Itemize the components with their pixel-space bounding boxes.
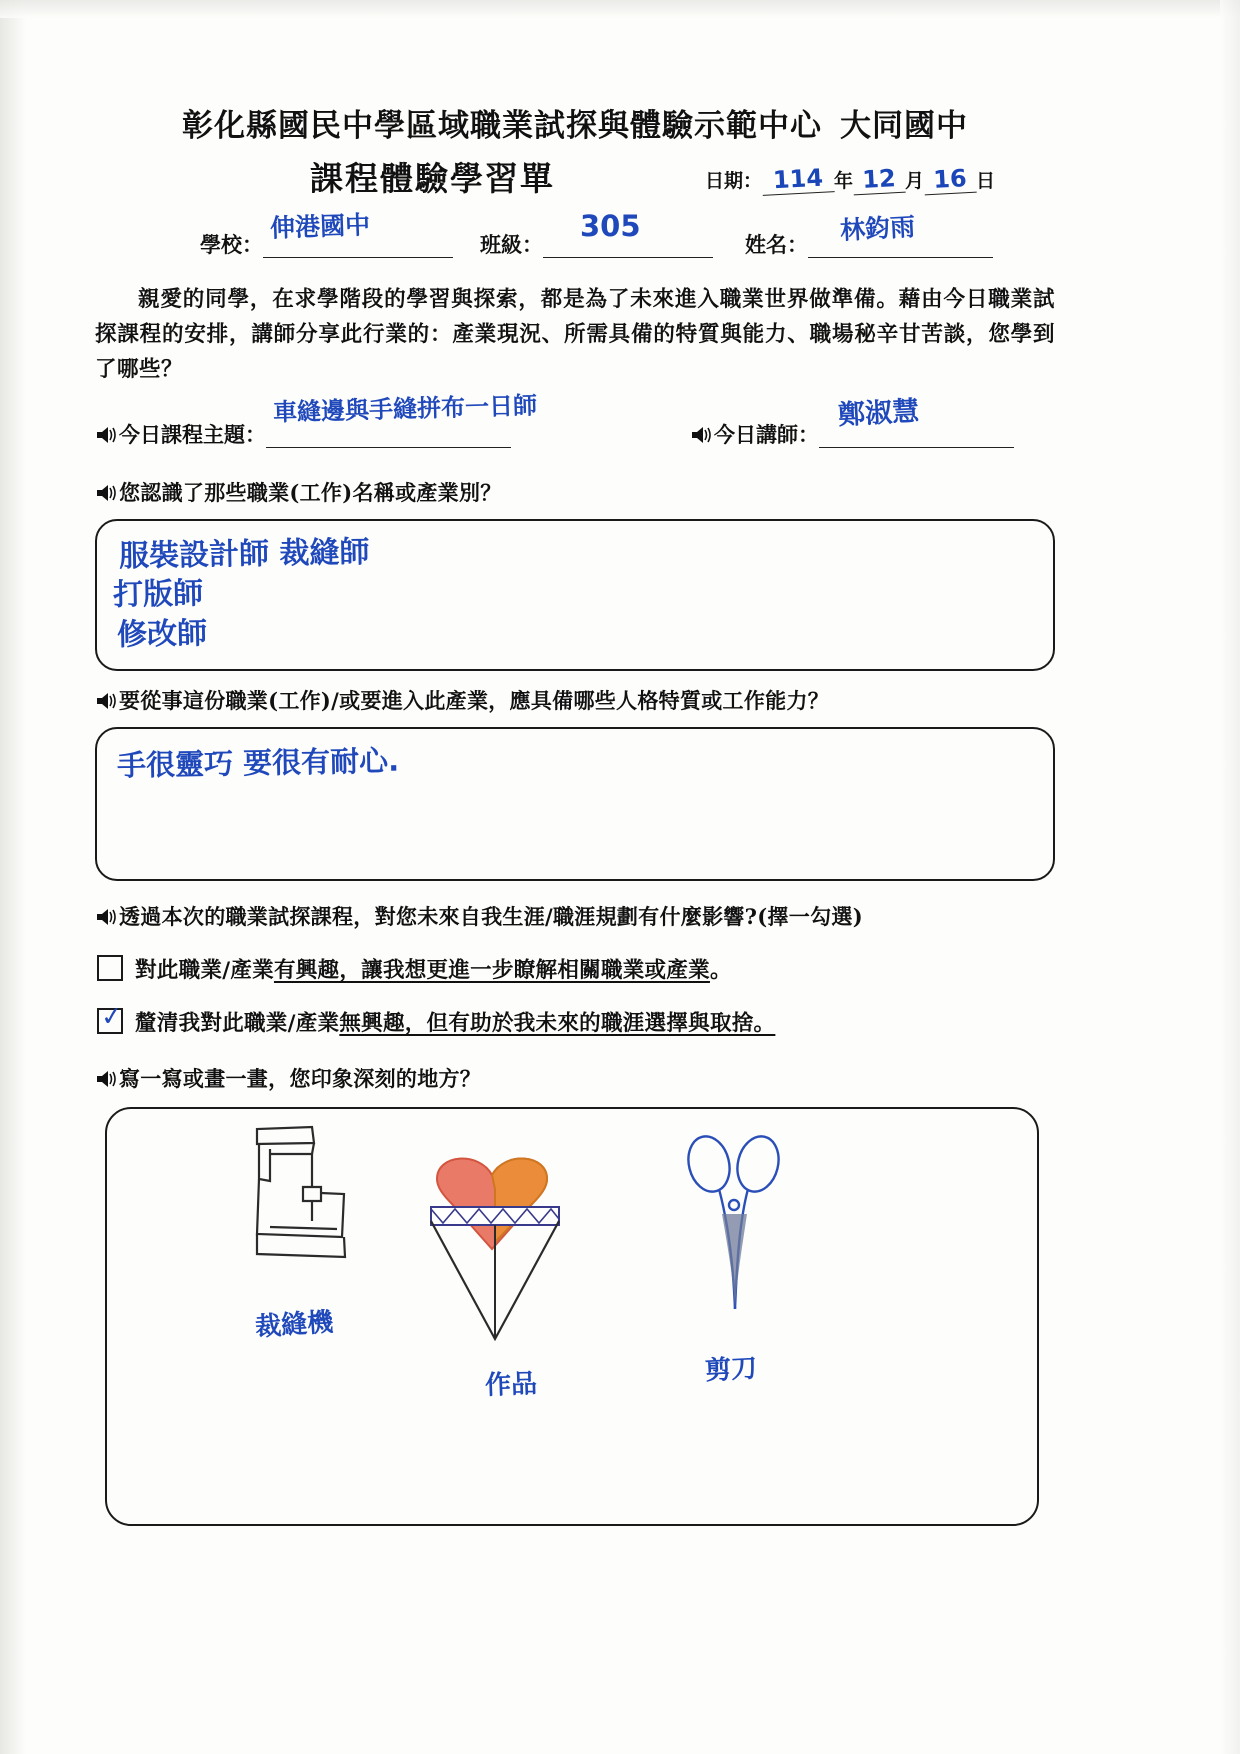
day-unit: 日 — [976, 170, 996, 192]
question-2-text: 要從事這份職業(工作)/或要進入此產業，應具備哪些人格特質或工作能力？ — [119, 688, 830, 714]
student-info-row — [95, 209, 1055, 269]
month-unit: 月 — [905, 170, 925, 192]
option-row-2[interactable] — [95, 1001, 1055, 1037]
question-4-text: 寫一寫或畫一畫，您印象深刻的地方？ — [119, 1066, 482, 1092]
lecturer-value: 鄭淑慧 — [837, 396, 920, 432]
school-value: 伸港國中 — [269, 210, 371, 243]
date-field-group — [705, 165, 995, 194]
name-field — [745, 212, 993, 259]
speaker-icon — [690, 426, 712, 444]
name-label: 姓名： — [745, 232, 808, 257]
school-field — [200, 210, 453, 259]
question-4 — [95, 1063, 1055, 1093]
date-label: 日期： — [705, 170, 763, 192]
checkbox-option-2[interactable] — [97, 1001, 125, 1034]
document-title: 課程體驗學習單 — [310, 159, 555, 198]
answer-box-1[interactable] — [95, 519, 1055, 671]
speaker-icon — [95, 1070, 117, 1088]
question-2 — [95, 685, 1055, 715]
page-title — [95, 100, 1055, 145]
class-value: 305 — [580, 209, 641, 243]
student-drawing — [107, 1109, 1037, 1524]
topic-lecturer-row — [95, 392, 1055, 463]
answer-1-line-1: 服裝設計師 裁縫師 — [118, 535, 370, 575]
today-topic-field — [95, 392, 538, 449]
today-topic-label: 今日課程主題： — [119, 422, 266, 448]
date-day-value[interactable]: 16 — [923, 164, 976, 196]
heart-artwork — [431, 1159, 559, 1339]
today-topic-value: 車縫邊與手縫拼布一日師 — [272, 392, 538, 427]
drawing-label-scissors: 剪刀 — [704, 1354, 758, 1387]
answer-2-line-1: 手很靈巧 要很有耐心. — [116, 744, 400, 783]
worksheet-content — [95, 100, 1055, 1526]
speaker-icon — [95, 484, 117, 502]
sewing-machine-sketch — [257, 1127, 345, 1257]
date-month-value[interactable]: 12 — [852, 164, 905, 196]
class-field — [480, 209, 713, 259]
question-3 — [95, 901, 1055, 931]
center-name: 大同國中 — [840, 108, 968, 144]
option-2-emphasis: 無興趣，但有助於我未來的職涯選擇與取捨。 — [339, 1011, 776, 1037]
option-row-1[interactable] — [95, 953, 1055, 984]
option-1-suffix: 。 — [709, 958, 732, 984]
checkbox-option-1[interactable] — [97, 955, 123, 981]
intro-paragraph: 親愛的同學，在求學階段的學習與探索，都是為了未來進入職業世界做準備。藉由今日職業試探課程的安排，講師分享此行業的：產業現況、所需具備的特質與能力、職場秘辛甘苦談，您學到了哪些？ — [95, 287, 1055, 382]
speaker-icon — [95, 908, 117, 926]
scan-shadow-top — [0, 0, 1240, 18]
scan-shadow-left — [0, 0, 26, 1754]
class-label: 班級： — [480, 232, 543, 257]
drawing-label-sewing-machine: 裁縫機 — [254, 1307, 335, 1344]
option-2-prefix: 釐清我對此職業/產業 — [135, 1011, 340, 1037]
answer-box-2[interactable] — [95, 727, 1055, 881]
answer-1-line-2: 打版師 — [112, 576, 204, 614]
drawing-label-artwork: 作品 — [484, 1369, 538, 1402]
organization-title: 彰化縣國民中學區域職業試探與體驗示範中心 — [182, 108, 822, 144]
option-1-prefix: 對此職業/產業 — [135, 958, 274, 984]
name-value: 林鈞雨 — [839, 212, 916, 245]
question-3-text: 透過本次的職業試探課程，對您未來自我生涯/職涯規劃有什麼影響?(擇一勾選) — [119, 904, 863, 930]
question-1 — [95, 477, 1055, 507]
option-1-emphasis: 有興趣，讓我想更進一步瞭解相關職業或產業 — [273, 958, 710, 984]
drawing-box[interactable] — [105, 1107, 1039, 1526]
scan-shadow-right — [1220, 0, 1240, 1754]
title-and-date-row — [95, 151, 1055, 209]
year-unit: 年 — [834, 170, 854, 192]
date-year-value[interactable]: 114 — [761, 163, 834, 196]
question-1-text: 您認識了那些職業(工作)名稱或產業別？ — [119, 480, 502, 506]
speaker-icon — [95, 692, 117, 710]
check-mark-icon: ✓ — [99, 1001, 125, 1034]
lecturer-label: 今日講師： — [714, 422, 819, 448]
speaker-icon — [95, 426, 117, 444]
school-label: 學校： — [200, 232, 263, 257]
lecturer-field — [690, 396, 1014, 449]
answer-1-line-3: 修改師 — [116, 616, 208, 654]
scissors-blade-shading — [722, 1214, 747, 1307]
